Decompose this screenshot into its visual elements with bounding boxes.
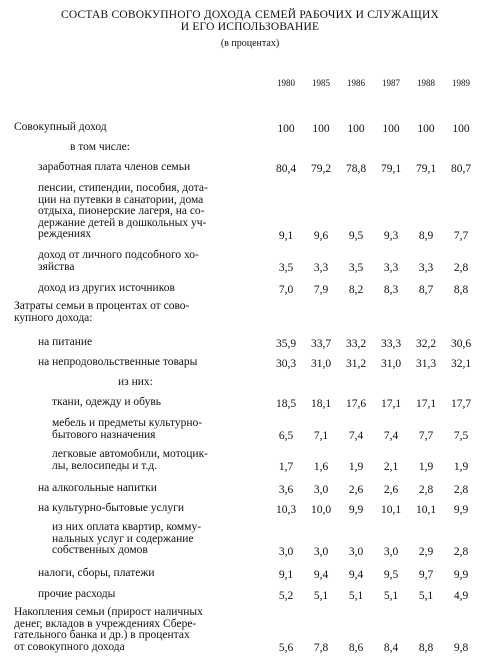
row-value: 9,5 <box>348 230 364 242</box>
row-label: на алкогольные напитки <box>38 482 157 494</box>
row-value: 1,7 <box>278 461 294 473</box>
row-value: 8,3 <box>383 284 399 296</box>
table-title-line-2: И ЕГО ИСПОЛЬЗОВАНИЕ <box>180 21 320 33</box>
row-value: 33,2 <box>345 338 367 350</box>
row-value: 7,9 <box>313 284 329 296</box>
row-value: 31,3 <box>415 358 437 370</box>
row-value: 30,3 <box>275 358 297 370</box>
row-value: 7,4 <box>348 430 364 442</box>
row-value: 2,9 <box>418 546 434 558</box>
row-label: Совокупный доход <box>14 121 107 133</box>
row-value: 100 <box>417 123 435 135</box>
row-value: 80,4 <box>275 163 297 175</box>
row-value: 30,6 <box>450 338 472 350</box>
row-value: 2,8 <box>453 262 469 274</box>
row-value: 3,0 <box>348 546 364 558</box>
units-caption: (в процентах) <box>220 38 280 49</box>
row-label: в том числе: <box>70 141 130 153</box>
row-value: 10,1 <box>380 504 402 516</box>
year-header-1987: 1987 <box>382 78 400 88</box>
row-value: 100 <box>452 123 470 135</box>
row-value: 8,4 <box>383 642 399 654</box>
year-header-1989: 1989 <box>452 78 470 88</box>
row-value: 5,2 <box>278 590 294 602</box>
row-value: 31,2 <box>345 358 367 370</box>
row-label: Накопления семьи (прирост наличных денег, вкладов в учреждениях Сбере- гательного банка и др.) в процентах от совокупного дохода <box>14 606 203 653</box>
row-label: на питание <box>38 336 93 348</box>
row-value: 8,8 <box>453 284 469 296</box>
row-label: из них оплата квартир, комму- нальных услуг и содержание собственных домов <box>52 521 202 556</box>
row-value: 17,1 <box>415 398 437 410</box>
row-label: доход от личного подсобного хо- зяйства <box>38 249 199 273</box>
row-value: 7,7 <box>453 230 469 242</box>
row-value: 18,1 <box>310 398 332 410</box>
row-value: 2,1 <box>383 461 399 473</box>
row-value: 9,3 <box>383 230 399 242</box>
row-label: ткани, одежду и обувь <box>52 396 162 408</box>
row-label: Затраты семьи в процентах от сово- купного дохода: <box>14 300 190 324</box>
row-value: 9,9 <box>453 504 469 516</box>
row-value: 9,7 <box>418 569 434 581</box>
row-value: 80,7 <box>450 163 472 175</box>
row-value: 5,1 <box>348 590 364 602</box>
row-value: 100 <box>277 123 295 135</box>
row-value: 9,8 <box>453 642 469 654</box>
row-label: мебель и предметы культурно- бытового назначения <box>52 417 203 441</box>
row-value: 8,6 <box>348 642 364 654</box>
row-value: 9,9 <box>453 569 469 581</box>
row-value: 8,9 <box>418 230 434 242</box>
row-value: 3,3 <box>383 262 399 274</box>
row-label: на непродовольственные товары <box>38 356 198 368</box>
row-value: 2,6 <box>348 484 364 496</box>
row-value: 31,0 <box>380 358 402 370</box>
row-value: 35,9 <box>275 338 297 350</box>
row-value: 17,1 <box>380 398 402 410</box>
row-value: 7,4 <box>383 430 399 442</box>
row-value: 100 <box>382 123 400 135</box>
row-value: 7,5 <box>453 430 469 442</box>
row-value: 78,8 <box>345 163 367 175</box>
row-value: 2,8 <box>453 546 469 558</box>
row-value: 79,1 <box>380 163 402 175</box>
row-value: 100 <box>312 123 330 135</box>
row-value: 7,8 <box>313 642 329 654</box>
year-header-1986: 1986 <box>347 78 365 88</box>
row-value: 9,4 <box>348 569 364 581</box>
row-label: заработная плата членов семьи <box>38 161 191 173</box>
row-label: доход из других источников <box>38 282 175 294</box>
row-value: 3,5 <box>348 262 364 274</box>
row-label: на культурно-бытовые услуги <box>38 502 185 514</box>
row-value: 8,8 <box>418 642 434 654</box>
row-value: 10,0 <box>310 504 332 516</box>
row-value: 3,0 <box>313 484 329 496</box>
row-value: 5,1 <box>313 590 329 602</box>
row-value: 3,3 <box>313 262 329 274</box>
row-value: 3,0 <box>313 546 329 558</box>
row-value: 5,6 <box>278 642 294 654</box>
row-value: 1,9 <box>348 461 364 473</box>
row-value: 7,7 <box>418 430 434 442</box>
row-value: 7,0 <box>278 284 294 296</box>
row-value: 3,5 <box>278 262 294 274</box>
row-value: 31,0 <box>310 358 332 370</box>
row-value: 100 <box>347 123 365 135</box>
row-value: 5,1 <box>418 590 434 602</box>
row-value: 1,6 <box>313 461 329 473</box>
row-value: 9,1 <box>278 230 294 242</box>
row-value: 2,8 <box>453 484 469 496</box>
row-label: из них: <box>118 376 153 388</box>
row-value: 17,6 <box>345 398 367 410</box>
row-value: 1,9 <box>453 461 469 473</box>
row-value: 9,4 <box>313 569 329 581</box>
row-value: 32,2 <box>415 338 437 350</box>
year-header-1980: 1980 <box>277 78 295 88</box>
row-value: 4,9 <box>453 590 469 602</box>
row-value: 3,0 <box>278 546 294 558</box>
row-label: налоги, сборы, платежи <box>38 567 155 579</box>
row-value: 3,0 <box>383 546 399 558</box>
row-value: 9,6 <box>313 230 329 242</box>
row-value: 9,5 <box>383 569 399 581</box>
row-value: 8,7 <box>418 284 434 296</box>
table-title-line-1: СОСТАВ СОВОКУПНОГО ДОХОДА СЕМЕЙ РАБОЧИХ И СЛУЖАЩИХ <box>61 9 439 21</box>
row-value: 1,9 <box>418 461 434 473</box>
row-value: 2,8 <box>418 484 434 496</box>
row-value: 2,6 <box>383 484 399 496</box>
row-value: 6,5 <box>278 430 294 442</box>
row-value: 32,1 <box>450 358 472 370</box>
row-value: 79,2 <box>310 163 332 175</box>
row-value: 8,2 <box>348 284 364 296</box>
row-value: 7,1 <box>313 430 329 442</box>
row-label: легковые автомобили, мотоцик- лы, велосипеды и т.д. <box>52 448 209 472</box>
row-value: 3,6 <box>278 484 294 496</box>
row-value: 10,3 <box>275 504 297 516</box>
year-header-1988: 1988 <box>417 78 435 88</box>
row-value: 33,3 <box>380 338 402 350</box>
row-label: прочие расходы <box>38 588 116 600</box>
row-value: 33,7 <box>310 338 332 350</box>
year-header-1985: 1985 <box>312 78 330 88</box>
row-value: 17,7 <box>450 398 472 410</box>
row-value: 9,9 <box>348 504 364 516</box>
row-value: 18,5 <box>275 398 297 410</box>
row-value: 79,1 <box>415 163 437 175</box>
row-value: 5,1 <box>383 590 399 602</box>
row-value: 3,3 <box>418 262 434 274</box>
row-value: 9,1 <box>278 569 294 581</box>
row-label: пенсии, стипендии, пособия, дота- ции на путевки в санатории, дома отдыха, пионерские лагеря, на со- держание детей в дошкольных уч- реждениях <box>38 182 208 240</box>
row-value: 10,1 <box>415 504 437 516</box>
